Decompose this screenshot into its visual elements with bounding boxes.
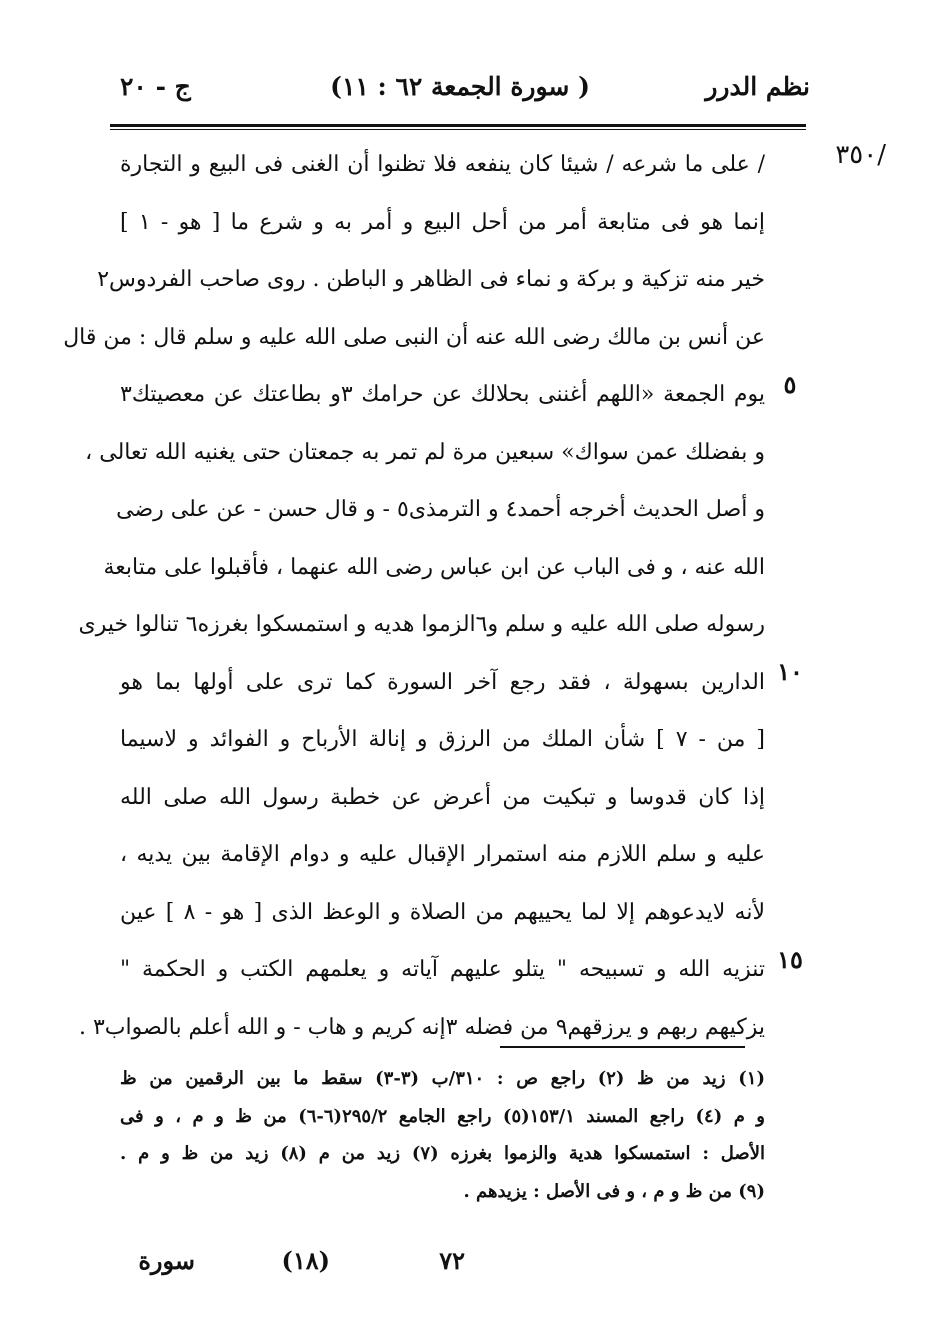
footnote-line: (١) زيد من ظ (٢) راجع ص : ٣١٠/ب (٣-٣) سقط ما بين الرقمين من ظ: [120, 1068, 765, 1089]
text-line: / على ما شرعه / شيئا كان ينفعه فلا تظنوا أن الغنى فى البيع و التجارة: [120, 152, 765, 177]
main-text: [63, 140, 765, 1060]
running-header: [110, 72, 810, 116]
line-number-15: ١٥: [777, 945, 803, 974]
header-rule: [110, 124, 806, 127]
book-title: نظم الدرر: [705, 72, 810, 101]
text-line: الله عنه ، و فى الباب عن ابن عباس رضى الله عنهما ، فأقبلوا على متابعة: [103, 554, 765, 580]
text-line: تنزيه الله و تسبيحه " يتلو عليهم آياته و يعلمهم الكتب و الحكمة ": [120, 957, 765, 982]
text-line: و أصل الحديث أخرجه أحمد٤ و الترمذى٥ - و قال حسن - عن على رضى: [116, 497, 765, 522]
footnote-rule: [500, 1046, 745, 1048]
text-line: رسوله صلى الله عليه و سلم و٦الزموا هديه و استمسكوا بغرزه٦ تنالوا خيرى: [78, 612, 765, 637]
line-number-5: ٥: [783, 370, 797, 399]
text-line: عن أنس بن مالك رضى الله عنه أن النبى صلى الله عليه و سلم قال : من قال: [63, 324, 765, 350]
footnote-line: (٩) من ظ و م ، و فى الأصل : يزيدهم .: [463, 1180, 765, 1202]
signature-number: (١٨): [281, 1246, 330, 1275]
text-line: عليه و سلم اللازم منه استمرار الإقبال عليه و دوام الإقامة بين يديه ،: [120, 842, 765, 867]
surah-reference: ( سورة الجمعة ٦٢ : ١١): [330, 72, 590, 101]
text-line: يزكيهم ربهم و يرزقهم٩ من فضله ٣إنه كريم و هاب - و الله أعلم بالصواب٣ .: [78, 1014, 765, 1040]
footnotes: [120, 1062, 765, 1212]
text-line: و بفضلك عمن سواك» سبعين مرة لم تمر به جمعتان حتى يغنيه الله تعالى ،: [85, 439, 765, 465]
text-line: إذا كان قدوسا و تبكيت من أعرض عن خطبة رسول الله صلى الله: [120, 784, 765, 810]
text-line: يوم الجمعة «اللهم أغننى بحلالك عن حرامك ٣و بطاعتك عن معصيتك٣: [120, 382, 765, 407]
line-number-10: ١٠: [777, 657, 803, 686]
volume-number: ج - ٢٠: [120, 72, 191, 101]
header-rule-thin: [110, 129, 806, 130]
footnote-line: و م (٤) راجع المسند ١٥٣/١(٥) راجع الجامع ٢٩٥/٢(٦-٦) من ظ و م ، و فى: [120, 1105, 766, 1127]
footnote-line: الأصل : استمسكوا هدية والزموا بغرزه (٧) زيد من م (٨) زيد من ظ و م .: [120, 1143, 765, 1164]
text-line: لأنه لايدعوهم إلا لما يحييهم من الصلاة و الوعظ الذى [ هو - ٨ ] عين: [120, 899, 765, 925]
folio-marker: /٣٥٠: [835, 140, 886, 170]
page-number: ٧٢: [439, 1246, 465, 1275]
text-line: إنما هو فى متابعة أمر من أحل البيع و أمر به و شرع ما [ هو - ١ ]: [120, 209, 765, 235]
signature-word: سورة: [138, 1246, 195, 1275]
text-line: الدارين بسهولة ، فقد رجع آخر السورة كما ترى على أولها بما هو: [120, 669, 765, 695]
text-line: خير منه تزكية و بركة و نماء فى الظاهر و الباطن . روى صاحب الفردوس٢: [97, 267, 765, 292]
text-line: [ من - ٧ ] شأن الملك من الرزق و إنالة الأرباح و الفوائد و لاسيما: [120, 727, 765, 752]
page-footer: [120, 1246, 720, 1286]
